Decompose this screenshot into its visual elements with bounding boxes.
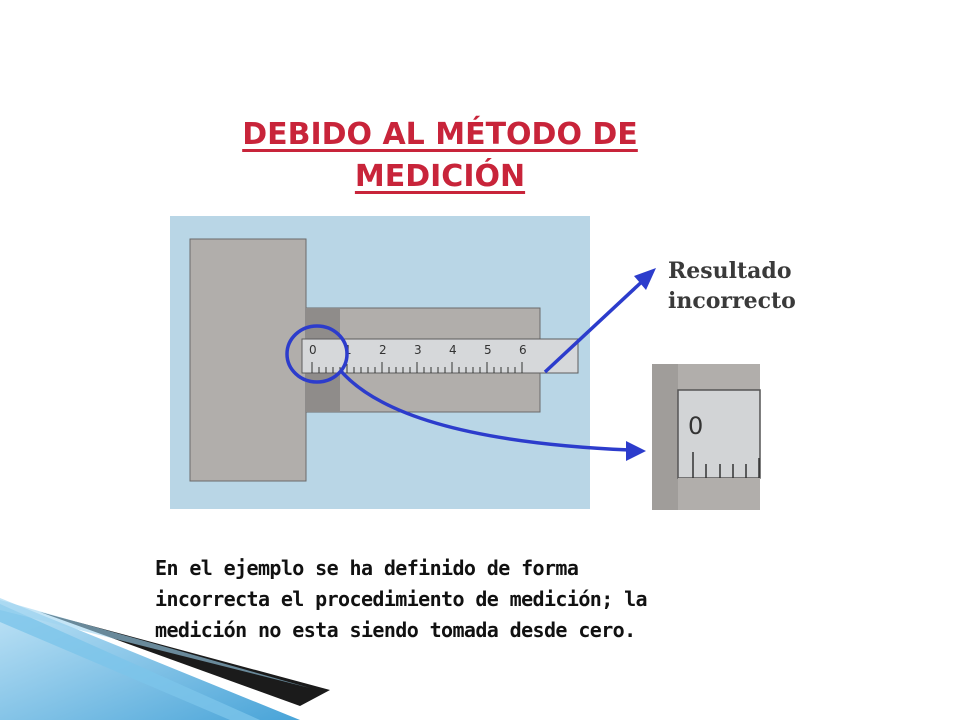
explanation-text: [155, 553, 795, 646]
zoom-detail: [652, 364, 760, 510]
ruler-tick-2: 2: [379, 343, 387, 357]
ruler-tick-1: 1: [344, 343, 352, 357]
explanation-line-1: En el ejemplo se ha definido de forma: [155, 556, 579, 580]
ruler-tick-0: 0: [309, 343, 317, 357]
annotation-line-1: Resultado: [668, 258, 792, 284]
ruler-tick-3: 3: [414, 343, 422, 357]
title-line-1: DEBIDO AL MÉTODO DE: [242, 117, 638, 152]
title-line-2: MEDICIÓN: [354, 159, 526, 194]
zoom-tick-0: 0: [688, 412, 704, 440]
explanation-line-2: incorrecta el procedimiento de medición; la: [155, 587, 647, 611]
ruler-tick-6: 6: [519, 343, 527, 357]
annotation-line-2: incorrecto: [668, 288, 796, 314]
result-annotation: [668, 256, 796, 316]
ruler-tick-5: 5: [484, 343, 492, 357]
ruler-tick-4: 4: [449, 343, 457, 357]
explanation-line-3: medición no esta siendo tomada desde cero.: [155, 618, 636, 642]
